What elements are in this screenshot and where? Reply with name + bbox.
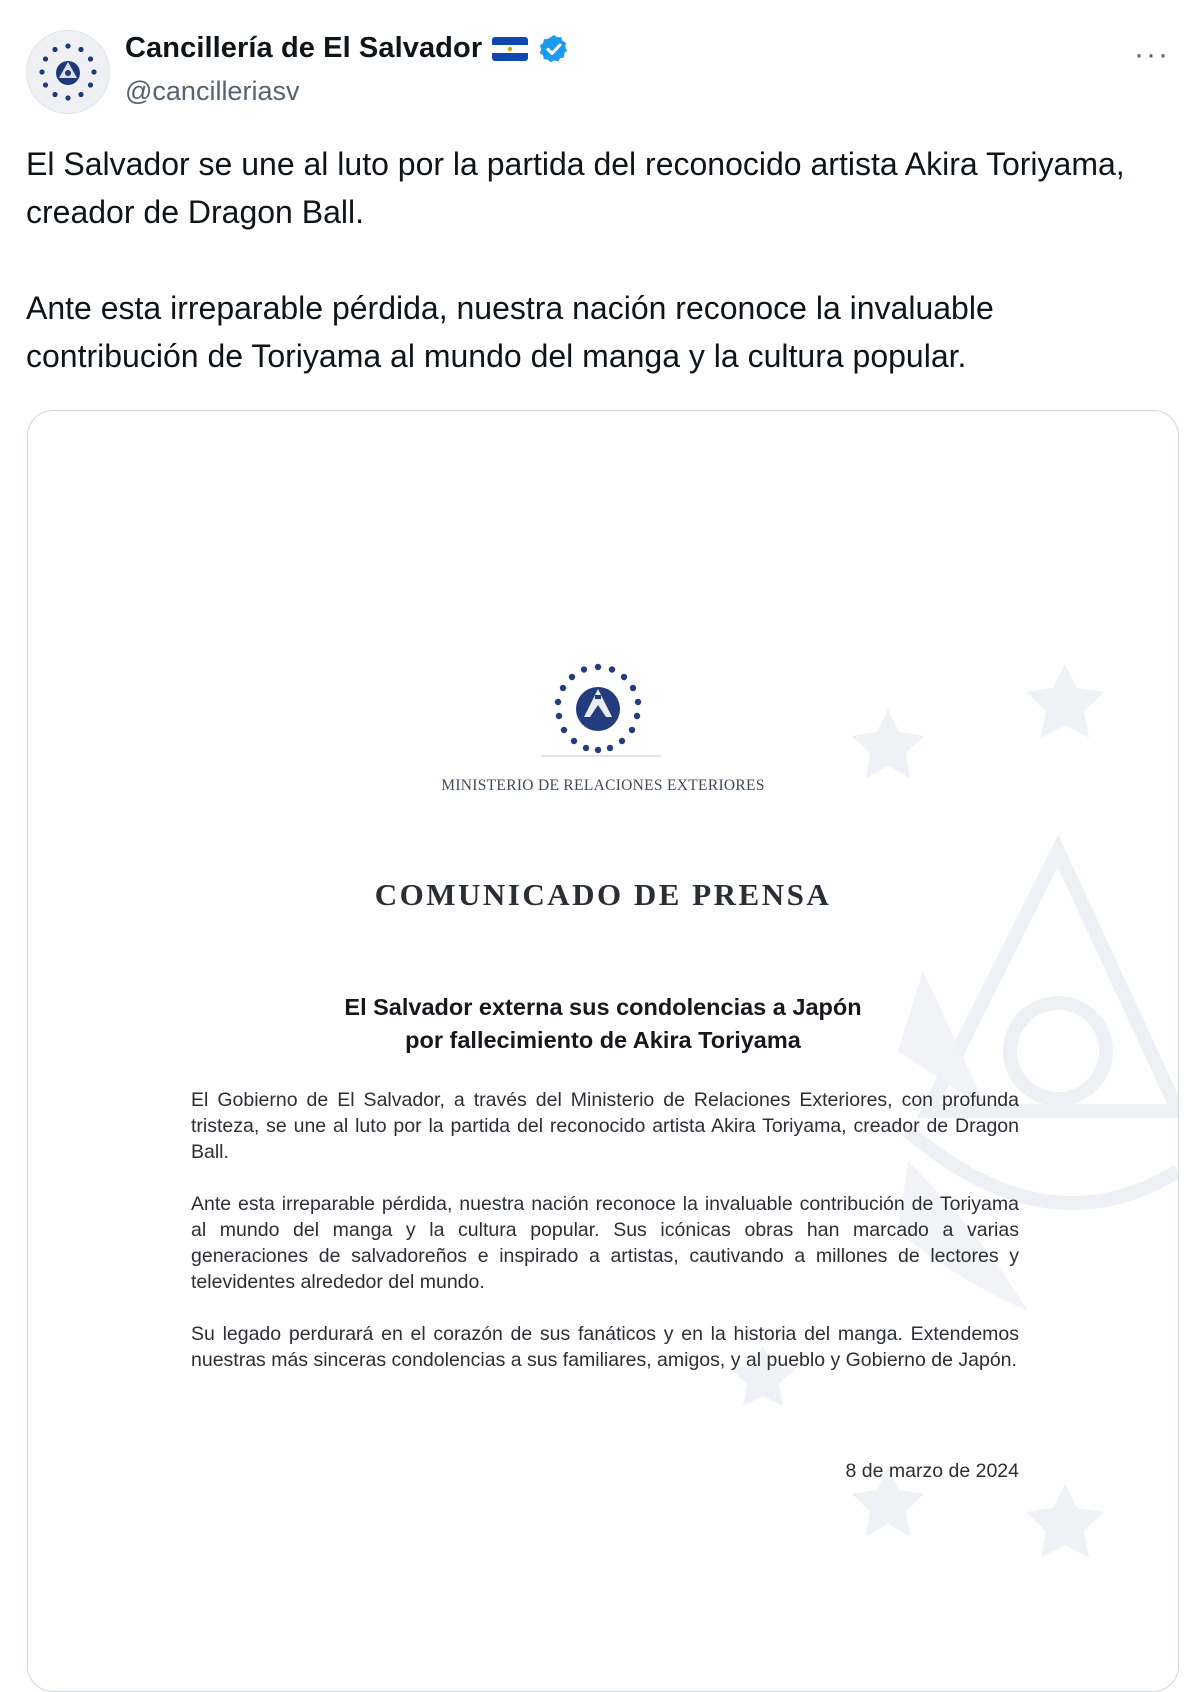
press-release-date: 8 de marzo de 2024 bbox=[845, 1460, 1019, 1482]
press-release-body bbox=[191, 1087, 1019, 1373]
more-options-button[interactable]: ··· bbox=[1134, 38, 1170, 71]
el-salvador-flag-icon bbox=[492, 37, 528, 61]
body-paragraph: Ante esta irreparable pérdida, nuestra nación reconoce la invaluable contribución de Toriyama al mundo del manga y la cultura popular. Sus icónicas obras han marcado a varias generaciones de salvadoreños e inspirado a artistas, cautivando a millones de lectores y televidentes alrededor del mundo. bbox=[191, 1193, 1019, 1293]
ministry-seal-icon bbox=[548, 659, 648, 759]
national-seal-icon bbox=[36, 40, 100, 104]
headline-line: por fallecimiento de Akira Toriyama bbox=[405, 1027, 801, 1053]
press-release-headline bbox=[28, 991, 1178, 1057]
account-name-row bbox=[125, 32, 570, 65]
verified-badge-icon bbox=[538, 33, 570, 65]
headline-line: El Salvador externa sus condolencias a Japón bbox=[344, 994, 862, 1020]
tweet-paragraph: Ante esta irreparable pérdida, nuestra nación reconoce la invaluable contribución de Toriyama al mundo del manga y la cultura popular. bbox=[26, 290, 994, 374]
tweet-paragraph: El Salvador se une al luto por la partida del reconocido artista Akira Toriyama, creador de Dragon Ball. bbox=[26, 146, 1125, 230]
display-name[interactable]: Cancillería de El Salvador bbox=[125, 32, 483, 64]
media-card[interactable] bbox=[27, 410, 1179, 1692]
body-paragraph: Su legado perdurará en el corazón de sus fanáticos y en la historia del manga. Extendemos nuestras más sinceras condolencias a sus familiares, amigos, y al pueblo y Gobierno de Japón. bbox=[191, 1323, 1019, 1371]
press-release-heading: COMUNICADO DE PRENSA bbox=[374, 877, 832, 912]
account-handle[interactable]: @cancilleriasv bbox=[125, 76, 300, 106]
ministry-name: MINISTERIO DE RELACIONES EXTERIORES bbox=[441, 777, 765, 794]
account-avatar[interactable] bbox=[26, 30, 110, 114]
body-paragraph: El Gobierno de El Salvador, a través del Ministerio de Relaciones Exteriores, con profunda tristeza, se une al luto por la partida del reconocido artista Akira Toriyama, creador de Dragon Ball. bbox=[191, 1089, 1019, 1163]
seal-divider bbox=[541, 755, 661, 757]
tweet-text bbox=[26, 140, 1156, 380]
